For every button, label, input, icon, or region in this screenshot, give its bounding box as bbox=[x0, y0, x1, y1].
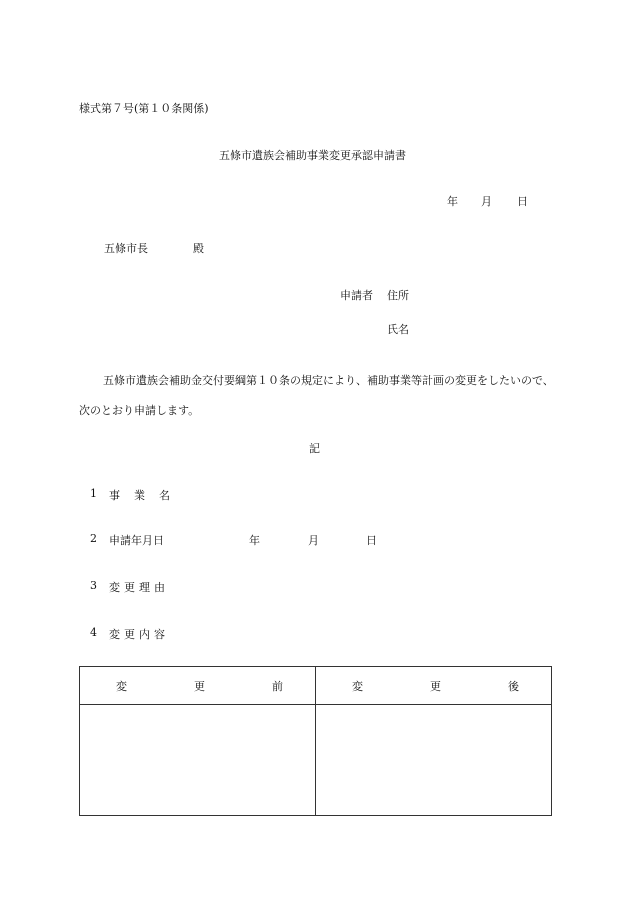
change-table-header-row bbox=[80, 667, 552, 705]
item-label: 変更内容 bbox=[109, 628, 169, 641]
applicant-name-label: 氏名 bbox=[387, 323, 409, 336]
item-label: 事業名 bbox=[109, 489, 184, 502]
after-header-char: 後 bbox=[508, 679, 519, 693]
item-number: 3 bbox=[90, 579, 97, 592]
date-year: 年 bbox=[447, 195, 458, 208]
ki-heading: 記 bbox=[309, 442, 320, 455]
change-table bbox=[79, 666, 552, 816]
item-day: 日 bbox=[366, 534, 377, 547]
date-day: 日 bbox=[517, 195, 528, 208]
item-number: 4 bbox=[90, 626, 97, 639]
document-title: 五條市遺族会補助事業変更承認申請書 bbox=[219, 149, 406, 162]
change-table-body-row bbox=[80, 705, 552, 816]
after-content-cell[interactable] bbox=[316, 705, 552, 816]
body-paragraph: 五條市遺族会補助金交付要綱第１０条の規定により、補助事業等計画の変更をしたいので、次のとおり申請します。 bbox=[79, 374, 554, 417]
addressee-honorific: 殿 bbox=[193, 242, 204, 255]
item-year: 年 bbox=[249, 534, 260, 547]
item-number: 1 bbox=[90, 487, 97, 500]
before-header-char: 更 bbox=[194, 679, 205, 693]
before-content-cell[interactable] bbox=[80, 705, 316, 816]
after-header-char: 更 bbox=[430, 679, 441, 693]
before-header-char: 前 bbox=[272, 679, 283, 693]
item-number: 2 bbox=[90, 532, 97, 545]
applicant-address-label: 住所 bbox=[387, 289, 409, 302]
date-month: 月 bbox=[481, 195, 492, 208]
after-header bbox=[316, 667, 552, 705]
applicant-label: 申請者 bbox=[340, 289, 373, 302]
item-label: 変更理由 bbox=[109, 581, 169, 594]
after-header-char: 変 bbox=[352, 679, 363, 693]
addressee-mayor: 五條市長 bbox=[104, 242, 148, 255]
item-month: 月 bbox=[308, 534, 319, 547]
form-number: 様式第７号(第１０条関係) bbox=[79, 102, 209, 115]
before-header bbox=[80, 667, 316, 705]
item-label: 申請年月日 bbox=[109, 534, 164, 547]
before-header-char: 変 bbox=[116, 679, 127, 693]
